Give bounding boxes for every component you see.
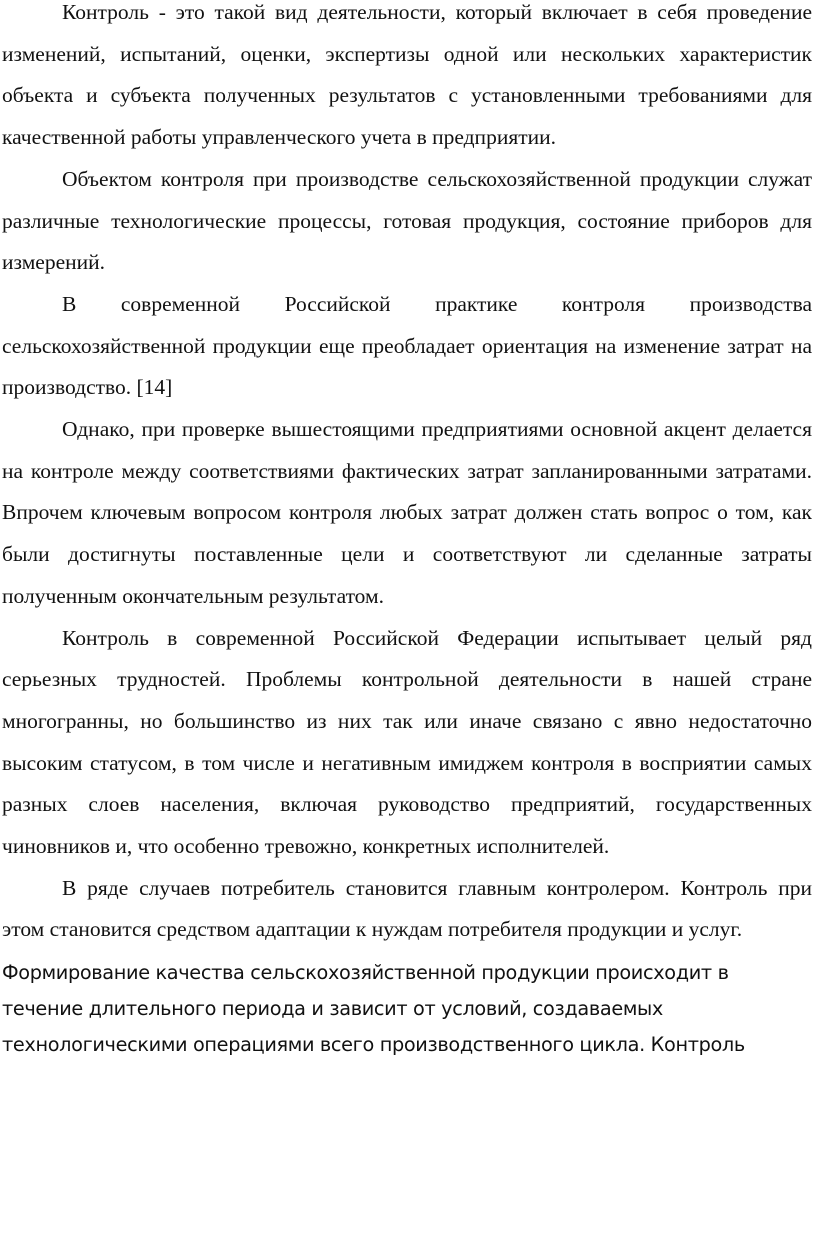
paragraph-control-difficulties: Контроль в современной Российской Федерации испытывает целый ряд серьезных трудностей. Проблемы контрольной деятельности в нашей стране многогранны, но большинство из них так или иначе связано с явно недостаточно высоким статусом, в том числе и негативным имиджем контроля в восприятии самых разных слоев населения, включая руководство предприятий, государственных чиновников и, что особенно тревожно, конкретных исполнителей. bbox=[2, 625, 812, 859]
document-body bbox=[2, 0, 812, 951]
paragraph-cost-control: Однако, при проверке вышестоящими предприятиями основной акцент делается на контроле между соответствиями фактических затрат запланированными затратами. Впрочем ключевым вопросом контроля любых затрат должен стать вопрос о том, как были достигнуты поставленные цели и соответствуют ли сделанные затраты полученным окончательным результатом. bbox=[2, 417, 812, 608]
paragraph-control-object: Объектом контроля при производстве сельскохозяйственной продукции служат различные технологические процессы, готовая продукция, состояние приборов для измерений. bbox=[2, 166, 812, 275]
paragraph-control-definition: Контроль - это такой вид деятельности, который включает в себя проведение изменений, испытаний, оценки, экспертизы одной или нескольких характеристик объекта и субъекта полученных результатов с установленными требованиями для качественной работы управленческого учета в предприятии. bbox=[2, 0, 812, 150]
paragraph-quality-formation: Формирование качества сельскохозяйственной продукции происходит в течение длительного периода и зависит от условий, создаваемых технологическими операциями всего производственного цикла. Контроль bbox=[2, 961, 745, 1057]
paragraph-russian-practice: В современной Российской практике контроля производства сельскохозяйственной продукции еще преобладает ориентация на изменение затрат на производство. [14] bbox=[2, 291, 812, 400]
paragraph-consumer-control: В ряде случаев потребитель становится главным контролером. Контроль при этом становится средством адаптации к нуждам потребителя продукции и услуг. bbox=[2, 875, 812, 942]
